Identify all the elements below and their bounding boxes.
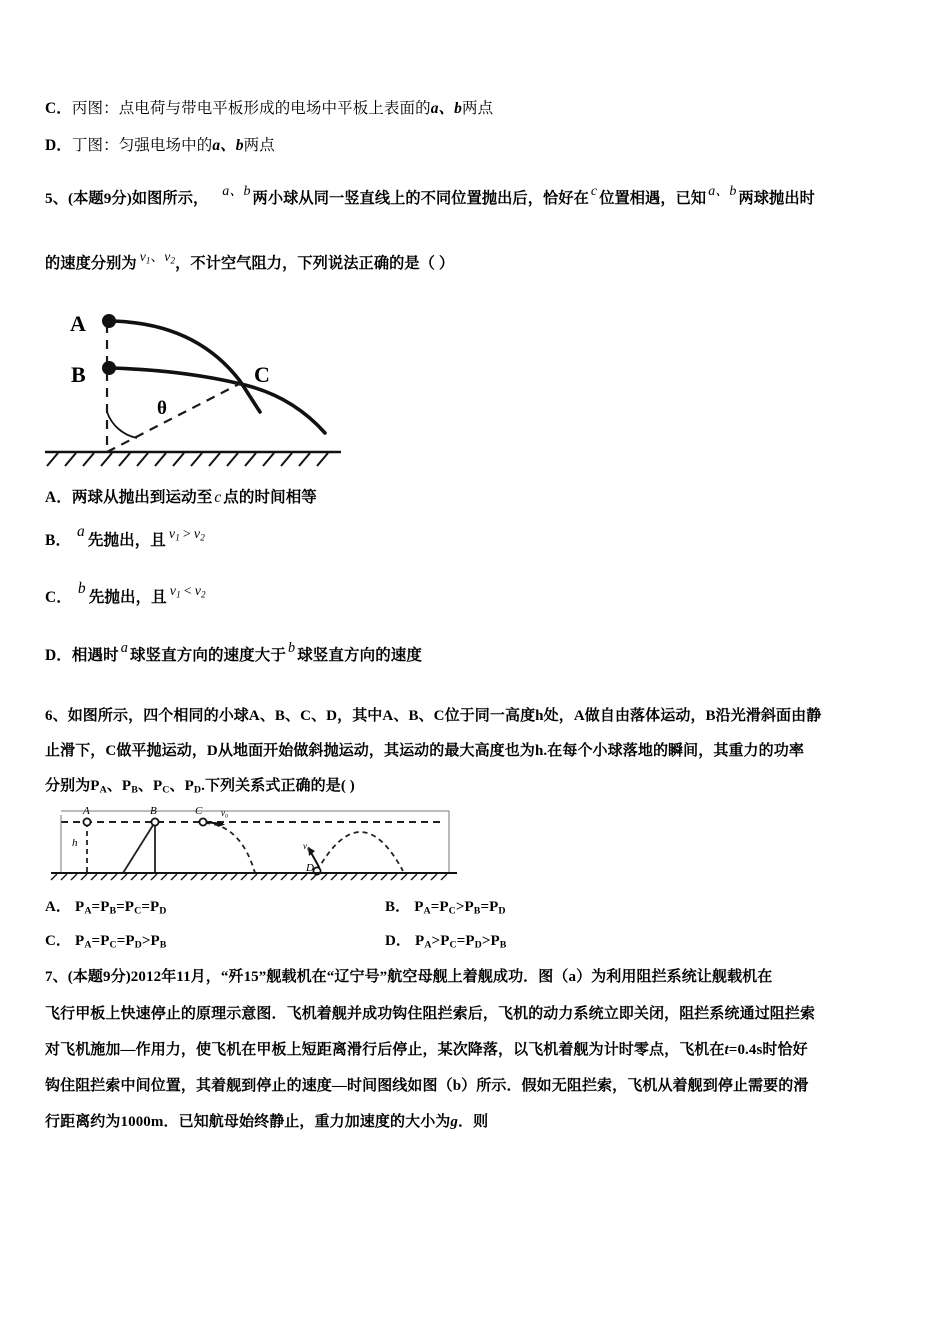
question5-option-b-op: > — [182, 527, 191, 543]
question7-text3a: 对飞机施加—作用力，使飞机在甲板上短距离滑行后停止，某次降落，以飞机着舰为计时零点，飞机在 — [45, 1042, 725, 1058]
question5-vars-ab-1: a、b — [222, 184, 251, 200]
question5-option-c-text: 先抛出，且 — [88, 589, 167, 606]
question5-v-sep: 、 — [150, 249, 165, 265]
question6-option-a: A． $P_A=P_B=P_C=P_D$ — [45, 899, 167, 917]
question7-var-g: g — [450, 1114, 459, 1130]
question5-stem-line2 — [45, 249, 455, 275]
ball-a — [83, 818, 90, 825]
incline-hypotenuse — [123, 822, 155, 873]
question7-text5a: 行距离约为1000m．已知航母始终静止，重力加速度的大小为 — [45, 1114, 451, 1130]
question6-option-d-label: D． — [385, 933, 412, 949]
question5-option-b-label: B． — [45, 532, 72, 549]
line-to-c-dashed — [107, 383, 241, 452]
question6-pa-sub: A — [99, 784, 107, 796]
projectile-meeting-svg — [45, 300, 355, 470]
figure5-label-c: C — [254, 362, 270, 387]
question5-option-d-var2: b — [287, 640, 296, 657]
question6-option-d: D． $P_A>P_C=P_D>P_B$ — [385, 933, 507, 951]
figure6-label-h: h — [72, 837, 78, 849]
question7-text3b: =0.4s时恰好 — [728, 1042, 808, 1058]
angle-arc — [107, 412, 137, 438]
question5-option-c-v2-sub: 2 — [201, 589, 206, 600]
question5-stem-1: 如图所示， — [131, 190, 209, 207]
prev-option-d-label: D． — [45, 137, 72, 154]
question6-stem-line1 — [45, 705, 821, 727]
question6-line1: 如图所示，四个相同的小球A、B、C、D，其中A、B、C位于同一高度h处，A做自由落体运动，B沿光滑斜面由静 — [67, 708, 822, 724]
question6-line2: 止滑下，C做平抛运动，D从地面开始做斜抛运动，其运动的最大高度也为h.在每个小球落地的瞬间，其重力的功率 — [45, 743, 804, 759]
question5-score: (本题9分) — [67, 190, 132, 207]
question7-text5b: ．则 — [458, 1114, 489, 1130]
question7-line4 — [45, 1075, 808, 1097]
question5-option-c-v2: v — [194, 584, 202, 600]
ground-hatching-q6 — [51, 874, 447, 880]
question5-option-a-label: A． — [45, 489, 72, 506]
question5-option-b-v2-sub: 2 — [200, 532, 205, 543]
question5-option-c-var: b — [77, 580, 86, 598]
question6-pd-sub: D — [193, 784, 202, 796]
question5-v1-sub: 1 — [145, 255, 151, 266]
question7-line1 — [45, 966, 772, 988]
prev-option-d — [45, 135, 275, 157]
question6-option-b: B． $P_A=P_C>P_B=P_D$ — [385, 899, 506, 917]
prev-option-d-vars: a、b — [212, 137, 244, 154]
question5-v2-sub: 2 — [170, 255, 176, 266]
question5-option-a-var: c — [214, 489, 222, 506]
question5-option-b-text: 先抛出，且 — [87, 532, 166, 549]
ball-c — [199, 818, 206, 825]
question5-option-c-label: C． — [45, 589, 72, 606]
question5-option-b-v1: v — [168, 527, 176, 543]
question6-line3-s3: 、P — [169, 778, 194, 794]
prev-option-d-tail: 两点 — [243, 137, 275, 154]
ball-b-dot — [102, 361, 116, 375]
figure6-label-a: A — [83, 805, 90, 817]
question5-option-c-v1: v — [169, 584, 177, 600]
figure6-label-b: B — [150, 805, 157, 817]
figure6-label-d: D — [306, 862, 314, 874]
prev-option-c-tail: 两点 — [462, 100, 494, 117]
question5-figure — [45, 300, 355, 470]
question7-line3 — [45, 1039, 808, 1061]
question6-option-c-label: C． — [45, 933, 72, 949]
question5-option-a — [45, 487, 317, 509]
question5-stem-5: 的速度分别为 — [45, 255, 137, 272]
question6-stem-line2 — [45, 740, 804, 762]
ball-b — [151, 818, 158, 825]
question7-line5 — [45, 1111, 488, 1133]
question6-number: 6、 — [45, 708, 68, 724]
trajectory-d — [317, 832, 403, 871]
question7-text4: 钩住阻拦索中间位置，其着舰到停止的速度—时间图线如图（b）所示．假如无阻拦索，飞机从着舰到停止需要的滑 — [45, 1078, 809, 1094]
question5-stem-6: ，不计空气阻力，下列说法正确的是（ ） — [175, 255, 455, 272]
question5-option-b-v2: v — [193, 527, 201, 543]
question5-option-c — [45, 580, 206, 610]
question5-option-d-label: D． — [45, 647, 72, 664]
figure6-label-v0-c: v₀ — [221, 808, 229, 818]
question5-var-c: c — [590, 184, 598, 200]
four-balls-svg — [45, 805, 465, 885]
question5-option-b-v1-sub: 1 — [175, 532, 180, 543]
question5-option-d — [45, 640, 423, 667]
question6-figure — [45, 805, 465, 885]
question7-number: 7、 — [45, 969, 68, 985]
question6-line3-s1: 、P — [106, 778, 132, 794]
question6-stem-line3 — [45, 775, 355, 797]
figure5-label-a: A — [70, 311, 86, 336]
prev-option-d-text: 丁图：匀强电场中的 — [71, 137, 213, 154]
question6-option-b-label: B． — [385, 899, 411, 915]
question5-stem-line1 — [45, 184, 815, 211]
question5-option-d-text3: 球竖直方向的速度 — [297, 647, 423, 664]
prev-option-c-text: 丙图：点电荷与带电平板形成的电场中平板上表面的 — [71, 100, 431, 117]
question5-v2: v — [164, 249, 171, 265]
figure6-label-c: C — [195, 805, 203, 817]
figure5-label-b: B — [71, 362, 86, 387]
question6-line3-s2: 、P — [137, 778, 163, 794]
ground-hatching — [47, 453, 328, 466]
question5-stem-2: 两小球从同一竖直线上的不同位置抛出后，恰好在 — [252, 190, 589, 207]
question5-option-b — [45, 523, 205, 553]
question6-pc-sub: C — [162, 784, 170, 796]
question5-option-a-text: 两球从抛出到运动至 — [71, 489, 213, 506]
question5-option-c-op: < — [183, 584, 192, 600]
trajectory-a — [109, 321, 260, 412]
question6-pb-sub: B — [131, 784, 138, 796]
question6-line3-pre: 分别为P — [45, 778, 100, 794]
question5-option-d-text2: 球竖直方向的速度大于 — [129, 647, 286, 664]
question5-option-d-var1: a — [120, 640, 128, 657]
figure6-label-v0-d: v₀ — [303, 841, 311, 851]
question7-var-t: t — [724, 1042, 729, 1058]
question5-number: 5、 — [45, 190, 68, 207]
question5-option-c-v1-sub: 1 — [176, 589, 181, 600]
question7-score: (本题9分) — [67, 969, 131, 985]
question5-option-d-text1: 相遇时 — [71, 647, 119, 664]
question6-line3-post: .下列关系式正确的是( ) — [201, 778, 355, 794]
prev-option-c-vars: a、b — [430, 100, 463, 117]
question7-text2: 飞行甲板上快速停止的原理示意图．飞机着舰并成功钩住阻拦索后，飞机的动力系统立即关闭，阻拦系统通过阻拦索 — [45, 1006, 816, 1022]
ball-a-dot — [102, 314, 116, 328]
question7-text1: 2012年11月，“歼15”舰载机在“辽宁号”航空母舰上着舰成功．图（a）为利用阻拦系统让舰载机在 — [130, 969, 773, 985]
question6-option-c: C． $P_A=P_C=P_D>P_B$ — [45, 933, 167, 951]
figure5-label-theta: θ — [157, 398, 167, 419]
prev-option-c — [45, 98, 493, 120]
question5-stem-4: 两球抛出时 — [738, 190, 815, 207]
prev-option-c-label: C． — [45, 100, 72, 117]
question7-line2 — [45, 1003, 815, 1025]
trajectory-b — [109, 368, 325, 433]
question5-option-b-var: a — [77, 523, 85, 541]
question5-option-a-tail: 点的时间相等 — [223, 489, 317, 506]
question5-vars-ab-2: a、b — [708, 184, 737, 200]
question5-stem-3: 位置相遇，已知 — [599, 190, 707, 207]
question6-option-a-label: A． — [45, 899, 72, 915]
trajectory-c — [205, 823, 255, 873]
question5-v1: v — [139, 249, 146, 265]
